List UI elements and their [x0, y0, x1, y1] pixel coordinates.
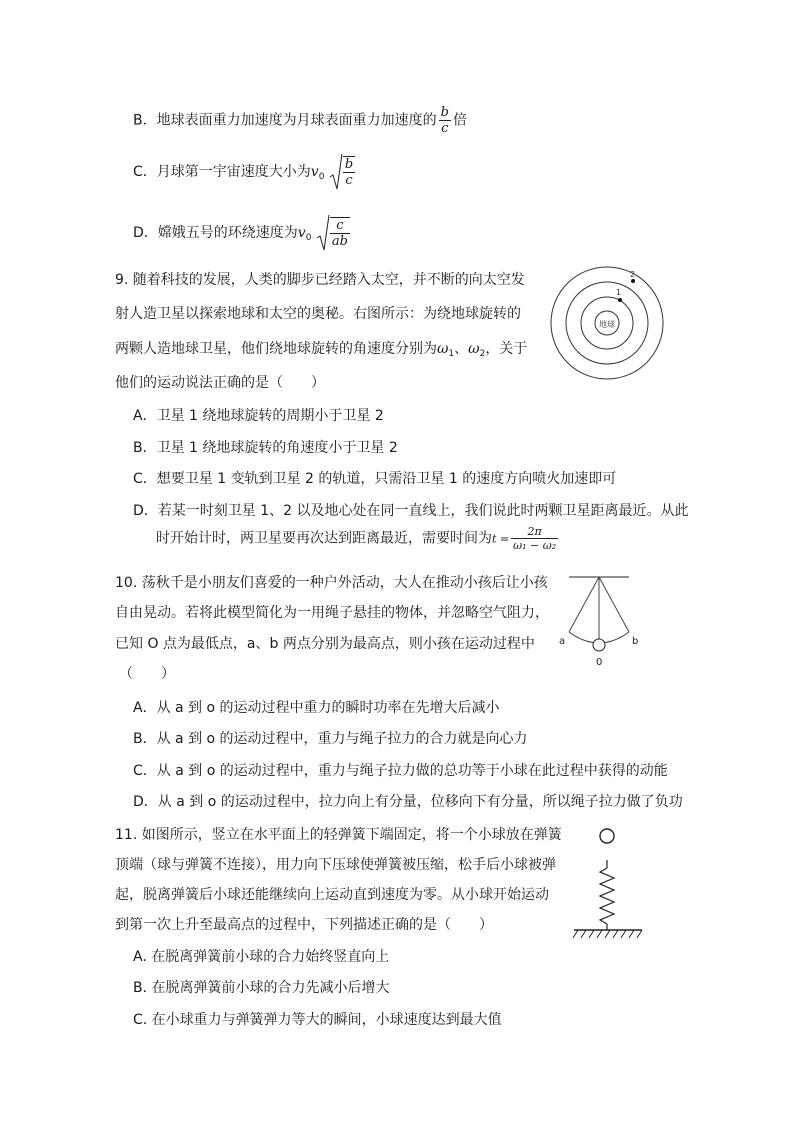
q9-option-d-line-2-text: 时开始计时，两卫星要再次达到距离最近，需要时间为 [156, 530, 492, 547]
fraction-numerator: b [440, 105, 449, 120]
omega-symbol: ω [437, 341, 449, 357]
rope-to-b [599, 577, 629, 632]
q8-option-c-radical [329, 153, 357, 191]
q10-option-a: A．从 a 到 o 的运动过程中重力的瞬时功率在先增大后减小 [133, 700, 500, 716]
fraction-numerator: b [344, 157, 354, 172]
q10-option-d: D．从 a 到 o 的运动过程中，拉力向上有分量，位移向下有分量，所以绳子拉力做了负功 [133, 794, 683, 810]
q9-option-a: A．卫星 1 绕地球旋转的周期小于卫星 2 [133, 408, 384, 424]
omega-subscript: 1 [448, 349, 455, 359]
pendulum-bob [593, 639, 605, 651]
q11-line-2: 顶端（球与弹簧不连接），用力向下压球使弹簧被压缩，松手后小球被弹 [115, 857, 556, 873]
q8-option-d-radical [316, 214, 352, 252]
q9-line-4: 他们的运动说法正确的是（ ） [115, 375, 325, 391]
radical-fraction [343, 156, 355, 188]
time-formula-fraction [511, 525, 558, 552]
q8-option-b-suffix: 倍 [452, 112, 467, 129]
q10-line-2: 自由晃动。若将此模型简化为一用绳子悬挂的物体，并忽略空气阻力， [115, 605, 549, 621]
q8-option-b-text: 地球表面重力加速度为月球表面重力加速度的 [156, 112, 437, 129]
rope-to-a [569, 577, 599, 632]
fraction-numerator: c [330, 218, 350, 234]
point-b-label: b [632, 636, 639, 647]
q11-line-3: 起，脱离弹簧后小球还能继续向上运动直到速度为零。从小球开始运动 [115, 887, 549, 903]
q9-orbit-figure [550, 266, 665, 381]
q9-option-c: C．想要卫星 1 变轨到卫星 2 的轨道，只需沿卫星 1 的速度方向喷火加速即可 [133, 471, 617, 487]
radical-sign-icon [316, 214, 330, 252]
velocity-subscript: 0 [318, 172, 325, 182]
earth-label: 地球 [599, 320, 615, 329]
q9-line-3-tail: ，关于 [485, 341, 528, 357]
q8-option-c-prefix: C． [133, 164, 157, 180]
velocity-symbol: v [297, 225, 306, 241]
radical-fraction [330, 217, 350, 249]
fraction-numerator: 2π [511, 525, 558, 539]
separator: 、 [454, 341, 469, 357]
q8-option-c [133, 153, 357, 191]
point-o-label: 0 [596, 657, 603, 668]
q11-option-b: B. 在脱离弹簧前小球的合力先减小后增大 [133, 980, 390, 996]
q11-line-4: 到第一次上升至最高点的过程中，下列描述正确的是（ ） [115, 917, 493, 933]
q10-line-1: 10. 荡秋千是小朋友们喜爱的一种户外活动，大人在推动小孩后让小孩 [115, 575, 548, 591]
fraction-denominator: c [441, 121, 449, 136]
q8-option-b-fraction [439, 105, 451, 136]
q11-line-1: 11. 如图所示，竖立在水平面上的轻弹簧下端固定，将一个小球放在弹簧 [115, 827, 562, 843]
fraction-denominator: c [345, 173, 353, 188]
q9-line-2: 射人造卫星以探索地球和太空的奥秘。右图所示：为绕地球旋转的 [115, 306, 521, 322]
q9-option-d-line-1: D．若某一时刻卫星 1、2 以及地心处在同一直线上，我们说此时两颗卫星距离最近。从此 [133, 503, 689, 519]
q8-option-b-prefix: B． [133, 112, 157, 129]
satellite-2 [631, 279, 635, 283]
q10-line-4: （ ） [119, 666, 175, 682]
velocity-symbol: v [310, 164, 319, 180]
ground-hatch [573, 930, 642, 938]
q8-option-d-prefix: D． [133, 225, 158, 241]
q9-line-3 [115, 338, 527, 359]
fraction-denominator: ab [331, 234, 348, 249]
satellite-1 [618, 298, 622, 302]
velocity-subscript: 0 [305, 233, 312, 243]
point-a-label: a [559, 636, 566, 647]
q9-option-b: B．卫星 1 绕地球旋转的角速度小于卫星 2 [133, 440, 398, 456]
radical-sign-icon [329, 153, 343, 191]
q8-option-d-text: 嫦娥五号的环绕速度为 [157, 225, 298, 241]
q10-option-c: C．从 a 到 o 的运动过程中，重力与绳子拉力做的总功等于小球在此过程中获得的动能 [133, 763, 668, 779]
q11-option-c: C. 在小球重力与弹簧弹力等大的瞬间，小球速度达到最大值 [133, 1012, 502, 1028]
q10-option-b: B．从 a 到 o 的运动过程中，重力与绳子拉力的合力就是向心力 [133, 731, 528, 747]
satellite-1-label: 1 [616, 288, 622, 297]
omega-subscript: 2 [479, 349, 486, 359]
time-formula-lhs: t = [492, 532, 510, 546]
q9-option-d-line-2 [156, 525, 560, 552]
q11-spring-figure [570, 822, 650, 947]
q9-line-1: 9. 随着科技的发展，人类的脚步已经踏入太空，并不断的向太空发 [115, 272, 525, 288]
spring-coil [600, 868, 614, 924]
q11-option-a: A. 在脱离弹簧前小球的合力始终竖直向上 [133, 949, 390, 965]
satellite-2-label: 2 [630, 270, 636, 279]
fraction-denominator: ω₁ − ω₂ [513, 539, 557, 552]
q8-option-d [133, 214, 352, 252]
q9-line-3-text: 两颗人造地球卫星，他们绕地球旋转的角速度分别为 [115, 341, 437, 357]
q8-option-c-text: 月球第一宇宙速度大小为 [156, 164, 311, 180]
omega-symbol: ω [468, 341, 480, 357]
q10-line-3: 已知 O 点为最低点，a、b 两点分别为最高点，则小孩在运动过程中 [115, 636, 535, 652]
q8-option-b [133, 105, 467, 136]
ball-circle [600, 829, 614, 843]
q10-pendulum-figure [555, 570, 640, 670]
